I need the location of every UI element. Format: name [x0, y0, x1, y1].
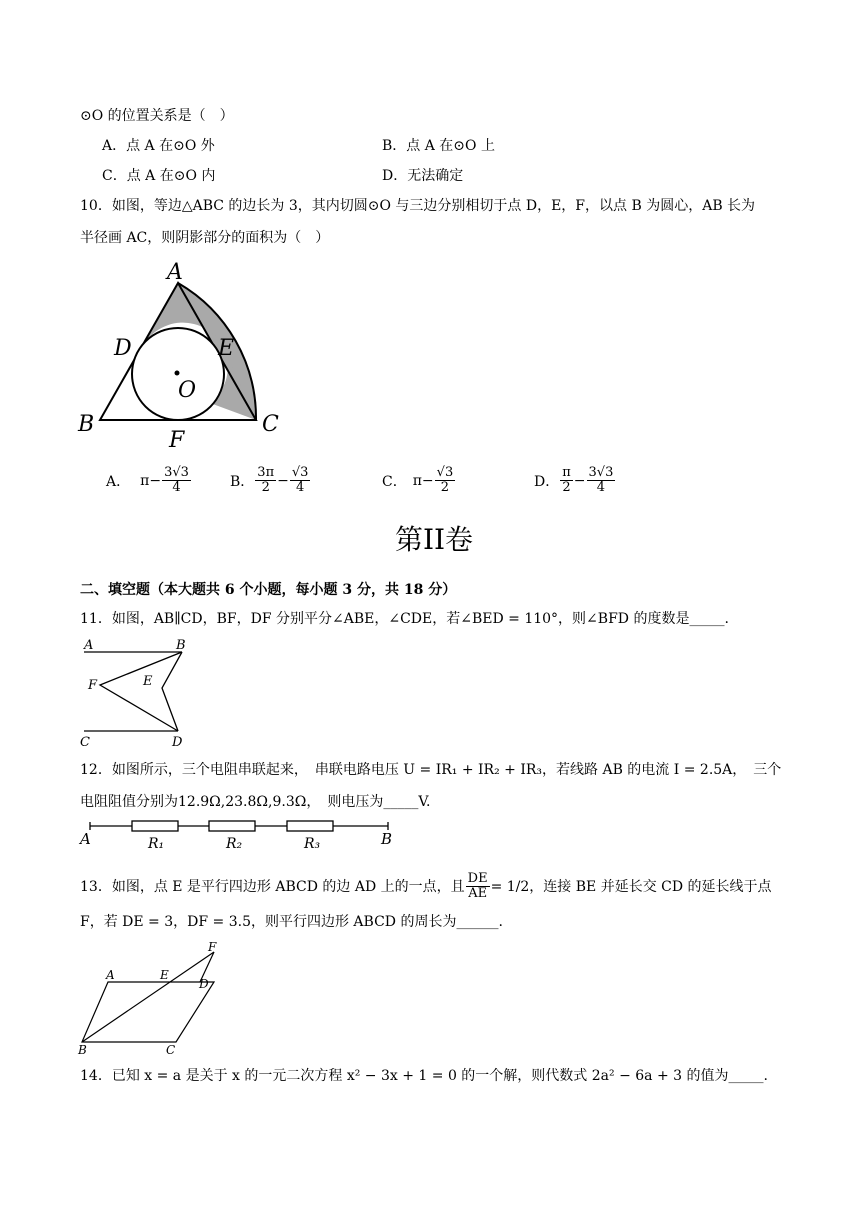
q10-option-c-pre: π− [412, 472, 434, 489]
section-title: 第II卷 [394, 523, 474, 556]
q11-label-c: C [80, 735, 90, 750]
q10-label-e: E [218, 336, 235, 361]
q13-label-f: F [208, 940, 217, 954]
q10-option-a [106, 466, 192, 495]
q10-option-c-den: 2 [440, 480, 450, 495]
q10-option-a-num: 3√3 [164, 465, 189, 480]
q12-label-a: A [80, 830, 91, 848]
q10-option-a-den: 4 [172, 480, 181, 495]
q10-line2: 半径画 AC，则阴影部分的面积为（ ） [80, 230, 330, 246]
q10-option-d-num2: 3√3 [588, 465, 614, 480]
q9-option-d: D．无法确定 [382, 168, 464, 184]
q12-resistor-1 [132, 821, 178, 831]
q10-label-o: O [178, 378, 197, 403]
q11-label-f: F [88, 678, 98, 693]
q9-option-c: C．点 A 在⊙O 内 [102, 168, 216, 184]
q9-option-a: A．点 A 在⊙O 外 [102, 138, 215, 154]
q11-label-d: D [172, 735, 183, 750]
q9-option-b: B．点 A 在⊙O 上 [382, 138, 495, 154]
q12-label-b: B [381, 830, 393, 848]
q13-label-b: B [78, 1043, 87, 1057]
q10-option-a-label: A． [106, 473, 131, 490]
q10-line1: 10．如图，等边△ABC 的边长为 3，其内切圆⊙O 与三边分别相切于点 D，E，F，以点 B 为圆心，AB 长为 [80, 198, 756, 214]
q11-label-e: E [143, 674, 153, 689]
q14-text: 14．已知 x = a 是关于 x 的一元二次方程 x² − 3x + 1 = 0 的一个解，则代数式 2a² − 6a + 3 的值为_____. [80, 1068, 768, 1084]
q10-option-c [382, 466, 456, 495]
q12-line1: 12．如图所示，三个电阻串联起来， 串联电路电压 U = IR₁ + IR₂ + IR₃，若线路 AB 的电流 I = 2.5A， 三个 [80, 762, 782, 778]
q10-option-c-num: √3 [436, 465, 454, 480]
q10-figure [70, 255, 300, 455]
q10-label-a: A [167, 260, 183, 285]
q12-label-r2: R₂ [226, 836, 243, 852]
q13-label-a: A [106, 968, 115, 982]
q10-option-d-num1: π [562, 465, 571, 480]
q11-text: 11．如图，AB∥CD，BF，DF 分别平分∠ABE，∠CDE，若∠BED = 110°，则∠BFD 的度数是_____. [80, 611, 729, 627]
q12-label-r1: R₁ [148, 836, 165, 852]
q13-figure [74, 938, 234, 1058]
q10-label-f: F [169, 428, 185, 453]
q12-circuit [76, 816, 406, 858]
q13-frac-num: DE [467, 871, 488, 886]
section2-heading: 二、填空题（本大题共 6 个小题，每小题 3 分，共 18 分） [80, 582, 457, 598]
q13-line2: F，若 DE = 3，DF = 3.5，则平行四边形 ABCD 的周长为______. [80, 914, 503, 930]
q11-label-a: A [84, 638, 94, 653]
q10-option-b [230, 466, 311, 495]
q13-line1 [80, 872, 772, 901]
q13-line1-post: = 1/2，连接 BE 并延长交 CD 的延长线于点 [490, 878, 772, 895]
q13-label-c: C [166, 1043, 176, 1057]
q10-option-d-mid: − [573, 472, 586, 489]
q10-label-d: D [114, 336, 132, 361]
q10-option-b-mid: − [277, 472, 289, 489]
q10-option-b-den2: 4 [296, 480, 305, 495]
q10-option-b-num2: √3 [291, 465, 309, 480]
q10-option-a-pre: π− [140, 472, 162, 489]
q10-option-d [534, 466, 616, 495]
q13-line1-pre: 13．如图，点 E 是平行四边形 ABCD 的边 AD 上的一点，且 [80, 878, 465, 895]
q9-stem-tail: ⊙O 的位置关系是（ ） [80, 108, 234, 124]
q10-label-c: C [262, 412, 279, 437]
q10-option-b-den1: 2 [261, 480, 270, 495]
q12-resistor-2 [209, 821, 255, 831]
q11-figure [76, 636, 206, 752]
q10-option-b-label: B． [230, 473, 255, 490]
q11-label-b: B [176, 638, 186, 653]
q13-label-d: D [199, 977, 209, 991]
q10-option-b-num1: 3π [257, 465, 275, 480]
q12-label-r3: R₃ [304, 836, 321, 852]
q13-label-e: E [160, 968, 169, 982]
q10-option-d-den1: 2 [562, 480, 571, 495]
q10-label-b: B [78, 412, 95, 437]
q10-option-c-label: C． [382, 473, 407, 490]
q12-resistor-3 [287, 821, 333, 831]
q13-frac-den: AE [468, 886, 488, 901]
q10-option-d-den2: 4 [596, 480, 606, 495]
q10-option-d-label: D． [534, 473, 560, 490]
q12-line2: 电阻阻值分别为12.9Ω,23.8Ω,9.3Ω， 则电压为_____V. [80, 794, 431, 810]
